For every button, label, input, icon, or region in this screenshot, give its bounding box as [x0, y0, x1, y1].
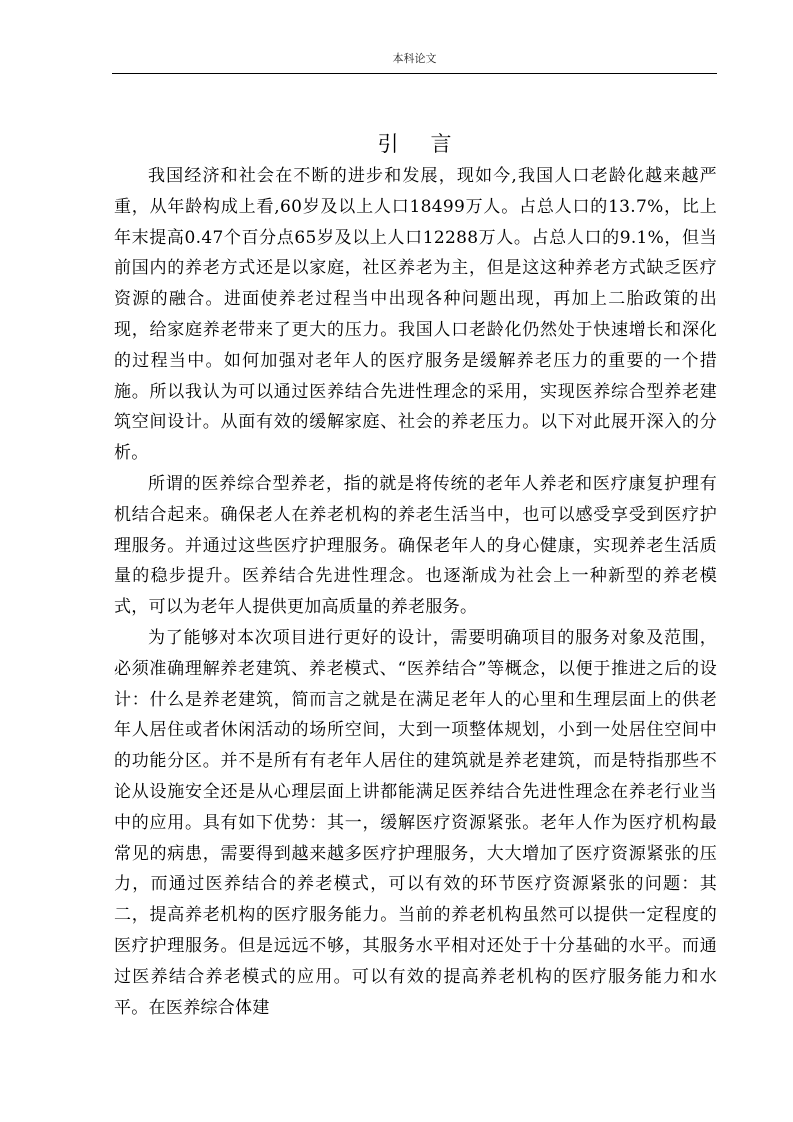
body-text	[114, 161, 717, 1023]
header-rule	[112, 73, 717, 74]
paragraph-3: 为了能够对本次项目进行更好的设计，需要明确项目的服务对象及范围，必须准确理解养老建筑、养老模式、“医养结合”等概念，以便于推进之后的设计：什么是养老建筑，简而言之就是在满足老年人的心里和生理层面上的供老年人居住或者休闲活动的场所空间，大到一项整体规划，小到一处居住空间中的功能分区。并不是所有有老年人居住的建筑就是养老建筑，而是特指那些不论从设施安全还是从心理层面上讲都能满足医养结合先进性理念在养老行业当中的应用。具有如下优势：其一，缓解医疗资源紧张。老年人作为医疗机构最常见的病患，需要得到越来越多医疗护理服务，大大增加了医疗资源紧张的压力，而通过医养结合的养老模式，可以有效的环节医疗资源紧张的问题：其二，提高养老机构的医疗服务能力。当前的养老机构虽然可以提供一定程度的医疗护理服务。但是远远不够，其服务水平相对还处于十分基础的水平。而通过医养结合养老模式的应用。可以有效的提高养老机构的医疗服务能力和水平。在医养综合体建	[114, 627, 717, 1018]
paragraph-2: 所谓的医养综合型养老，指的就是将传统的老年人养老和医疗康复护理有机结合起来。确保老人在养老机构的养老生活当中，也可以感受享受到医疗护理服务。并通过这些医疗护理服务。确保老年人的身心健康，实现养老生活质量的稳步提升。医养结合先进性理念。也逐渐成为社会上一种新型的养老模式，可以为老年人提供更加高质量的养老服务。	[114, 473, 717, 618]
running-header: 本科论文	[392, 52, 437, 65]
section-title: 引言	[377, 132, 484, 156]
paragraph-1: 我国经济和社会在不断的进步和发展，现如今,我国人口老龄化越来越严重，从年龄构成上看,60岁及以上人口18499万人。占总人口的13.7%，比上年末提高0.47个百分点65岁及以上人口12288万人。占总人口的9.1%，但当前国内的养老方式还是以家庭，社区养老为主，但是这这种养老方式缺乏医疗资源的融合。进面使养老过程当中出现各种问题出现，再加上二胎政策的出现，给家庭养老带来了更大的压力。我国人口老龄化仍然处于快速增长和深化的过程当中。如何加强对老年人的医疗服务是缓解养老压力的重要的一个措施。所以我认为可以通过医养结合先进性理念的采用，实现医养综合型养老建筑空间设计。从面有效的缓解家庭、社会的养老压力。以下对此展开深入的分析。	[114, 166, 717, 464]
